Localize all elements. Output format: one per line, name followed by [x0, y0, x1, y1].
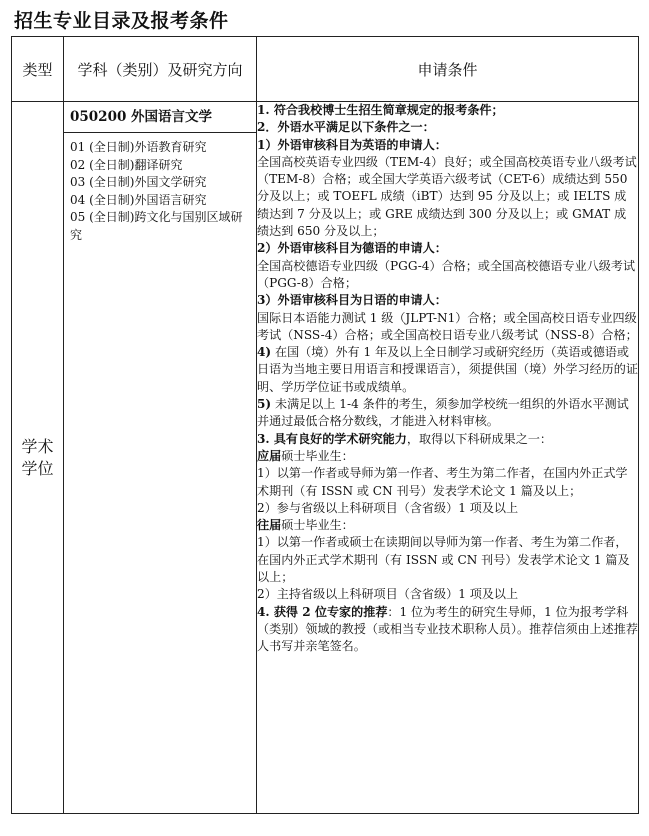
- previous-graduate-item-1: 1）以第一作者或硕士在读期间以导师为第一作者、考生为第二作者，在国内外正式学术期刊（有 ISSN 或 CN 刊号）发表学术论文 1 篇及以上；: [257, 535, 630, 585]
- condition-2-test: [257, 396, 638, 431]
- condition-2-abroad: [257, 344, 638, 396]
- condition-3-bold: 3. 具有良好的学术研究能力: [257, 431, 407, 446]
- fresh-graduate-rest: 硕士毕业生：: [281, 448, 354, 463]
- fresh-graduate-heading: [257, 448, 638, 465]
- table-header-row: [12, 37, 639, 102]
- direction-list: [64, 133, 256, 244]
- direction-item: 04 (全日制)外国语言研究: [70, 192, 207, 207]
- degree-type-line1: 学术: [21, 436, 54, 456]
- conditions-cell: [257, 102, 639, 814]
- condition-2: 2．外语水平满足以下条件之一：: [257, 120, 435, 135]
- page-title: 招生专业目录及报考条件: [14, 10, 229, 32]
- condition-2-english-text: 全国高校英语专业四级（TEM-4）良好；或全国高校英语专业八级考试（TEM-8）合格；或全国大学英语六级考试（CET-6）成绩达到 550 分及以上；或 TOEFL 成绩（iBT）达到 95 分及以上；或 IELTS 成绩达到 7 分及以上；或 GRE 成绩达到 300 分及以上；或 GMAT 成绩达到 650 分及以上；: [257, 154, 637, 239]
- direction-item: 02 (全日制)翻译研究: [70, 157, 183, 172]
- condition-4: [257, 604, 638, 656]
- major-name: 050200 外国语言文学: [64, 102, 256, 133]
- previous-graduate-rest: 硕士毕业生：: [281, 518, 354, 533]
- condition-2-german-title: 2）外语审核科目为德语的申请人：: [257, 241, 447, 256]
- condition-2-test-num: 5): [257, 397, 272, 412]
- table-row: [12, 102, 639, 814]
- condition-1: 1. 符合我校博士生招生简章规定的报考条件；: [257, 103, 504, 117]
- degree-type-line2: 学位: [21, 458, 54, 478]
- fresh-graduate-item-2: 2）参与省级以上科研项目（含省级）1 项及以上: [257, 500, 519, 515]
- condition-2-japanese-title: 3）外语审核科目为日语的申请人：: [257, 293, 447, 308]
- condition-2-german-text: 全国高校德语专业四级（PGG-4）合格；或全国高校德语专业八级考试（PGG-8）合格；: [257, 258, 636, 290]
- condition-4-bold: 4. 获得 2 位专家的推荐: [257, 604, 388, 619]
- previous-graduate-bold: 往届: [257, 518, 282, 533]
- condition-4-rest: ：1 位为考生的研究生导师，1 位为报考学科（类别）领域的教授（或相当专业技术职称人员）。推荐信须由上述推荐人书写并亲笔签名。: [257, 604, 638, 654]
- header-discipline: 学科（类别）及研究方向: [64, 37, 257, 102]
- condition-2-english-title: 1）外语审核科目为英语的申请人：: [257, 137, 447, 152]
- condition-2-test-text: 未满足以上 1-4 条件的考生，须参加学校统一组织的外语水平测试并通过最低合格分数线，才能进入材料审核。: [257, 397, 629, 429]
- admission-table: [11, 36, 639, 814]
- fresh-graduate-bold: 应届: [257, 448, 282, 463]
- direction-item: 03 (全日制)外国文学研究: [70, 175, 207, 189]
- fresh-graduate-item-1: 1）以第一作者或导师为第一作者、考生为第二作者，在国内外正式学术期刊（有 ISSN 或 CN 刊号）发表学术论文 1 篇及以上；: [257, 466, 628, 498]
- condition-2-abroad-num: 4): [257, 345, 272, 360]
- discipline-cell: [64, 102, 257, 814]
- direction-item: 05 (全日制)跨文化与国别区域研究: [70, 210, 243, 242]
- direction-item: 01 (全日制)外语教育研究: [70, 140, 207, 154]
- previous-graduate-item-2: 2）主持省级以上科研项目（含省级）1 项及以上: [257, 587, 519, 602]
- condition-2-abroad-text: 在国（境）外有 1 年及以上全日制学习或研究经历（英语或德语或日语为当地主要日用语言和授课语言），须提供国（境）外学习经历的证明、学历学位证书或成绩单。: [257, 345, 638, 394]
- condition-2-japanese-text: 国际日本语能力测试 1 级（JLPT-N1）合格；或全国高校日语专业四级考试（NSS-4）合格；或全国高校日语专业八级考试（NSS-8）合格；: [257, 310, 638, 342]
- header-type: 类型: [12, 37, 64, 102]
- condition-3-rest: ，取得以下科研成果之一：: [406, 431, 553, 446]
- degree-type-cell: [12, 102, 64, 814]
- previous-graduate-heading: [257, 517, 638, 534]
- condition-3: [257, 431, 638, 448]
- header-conditions: 申请条件: [257, 37, 639, 102]
